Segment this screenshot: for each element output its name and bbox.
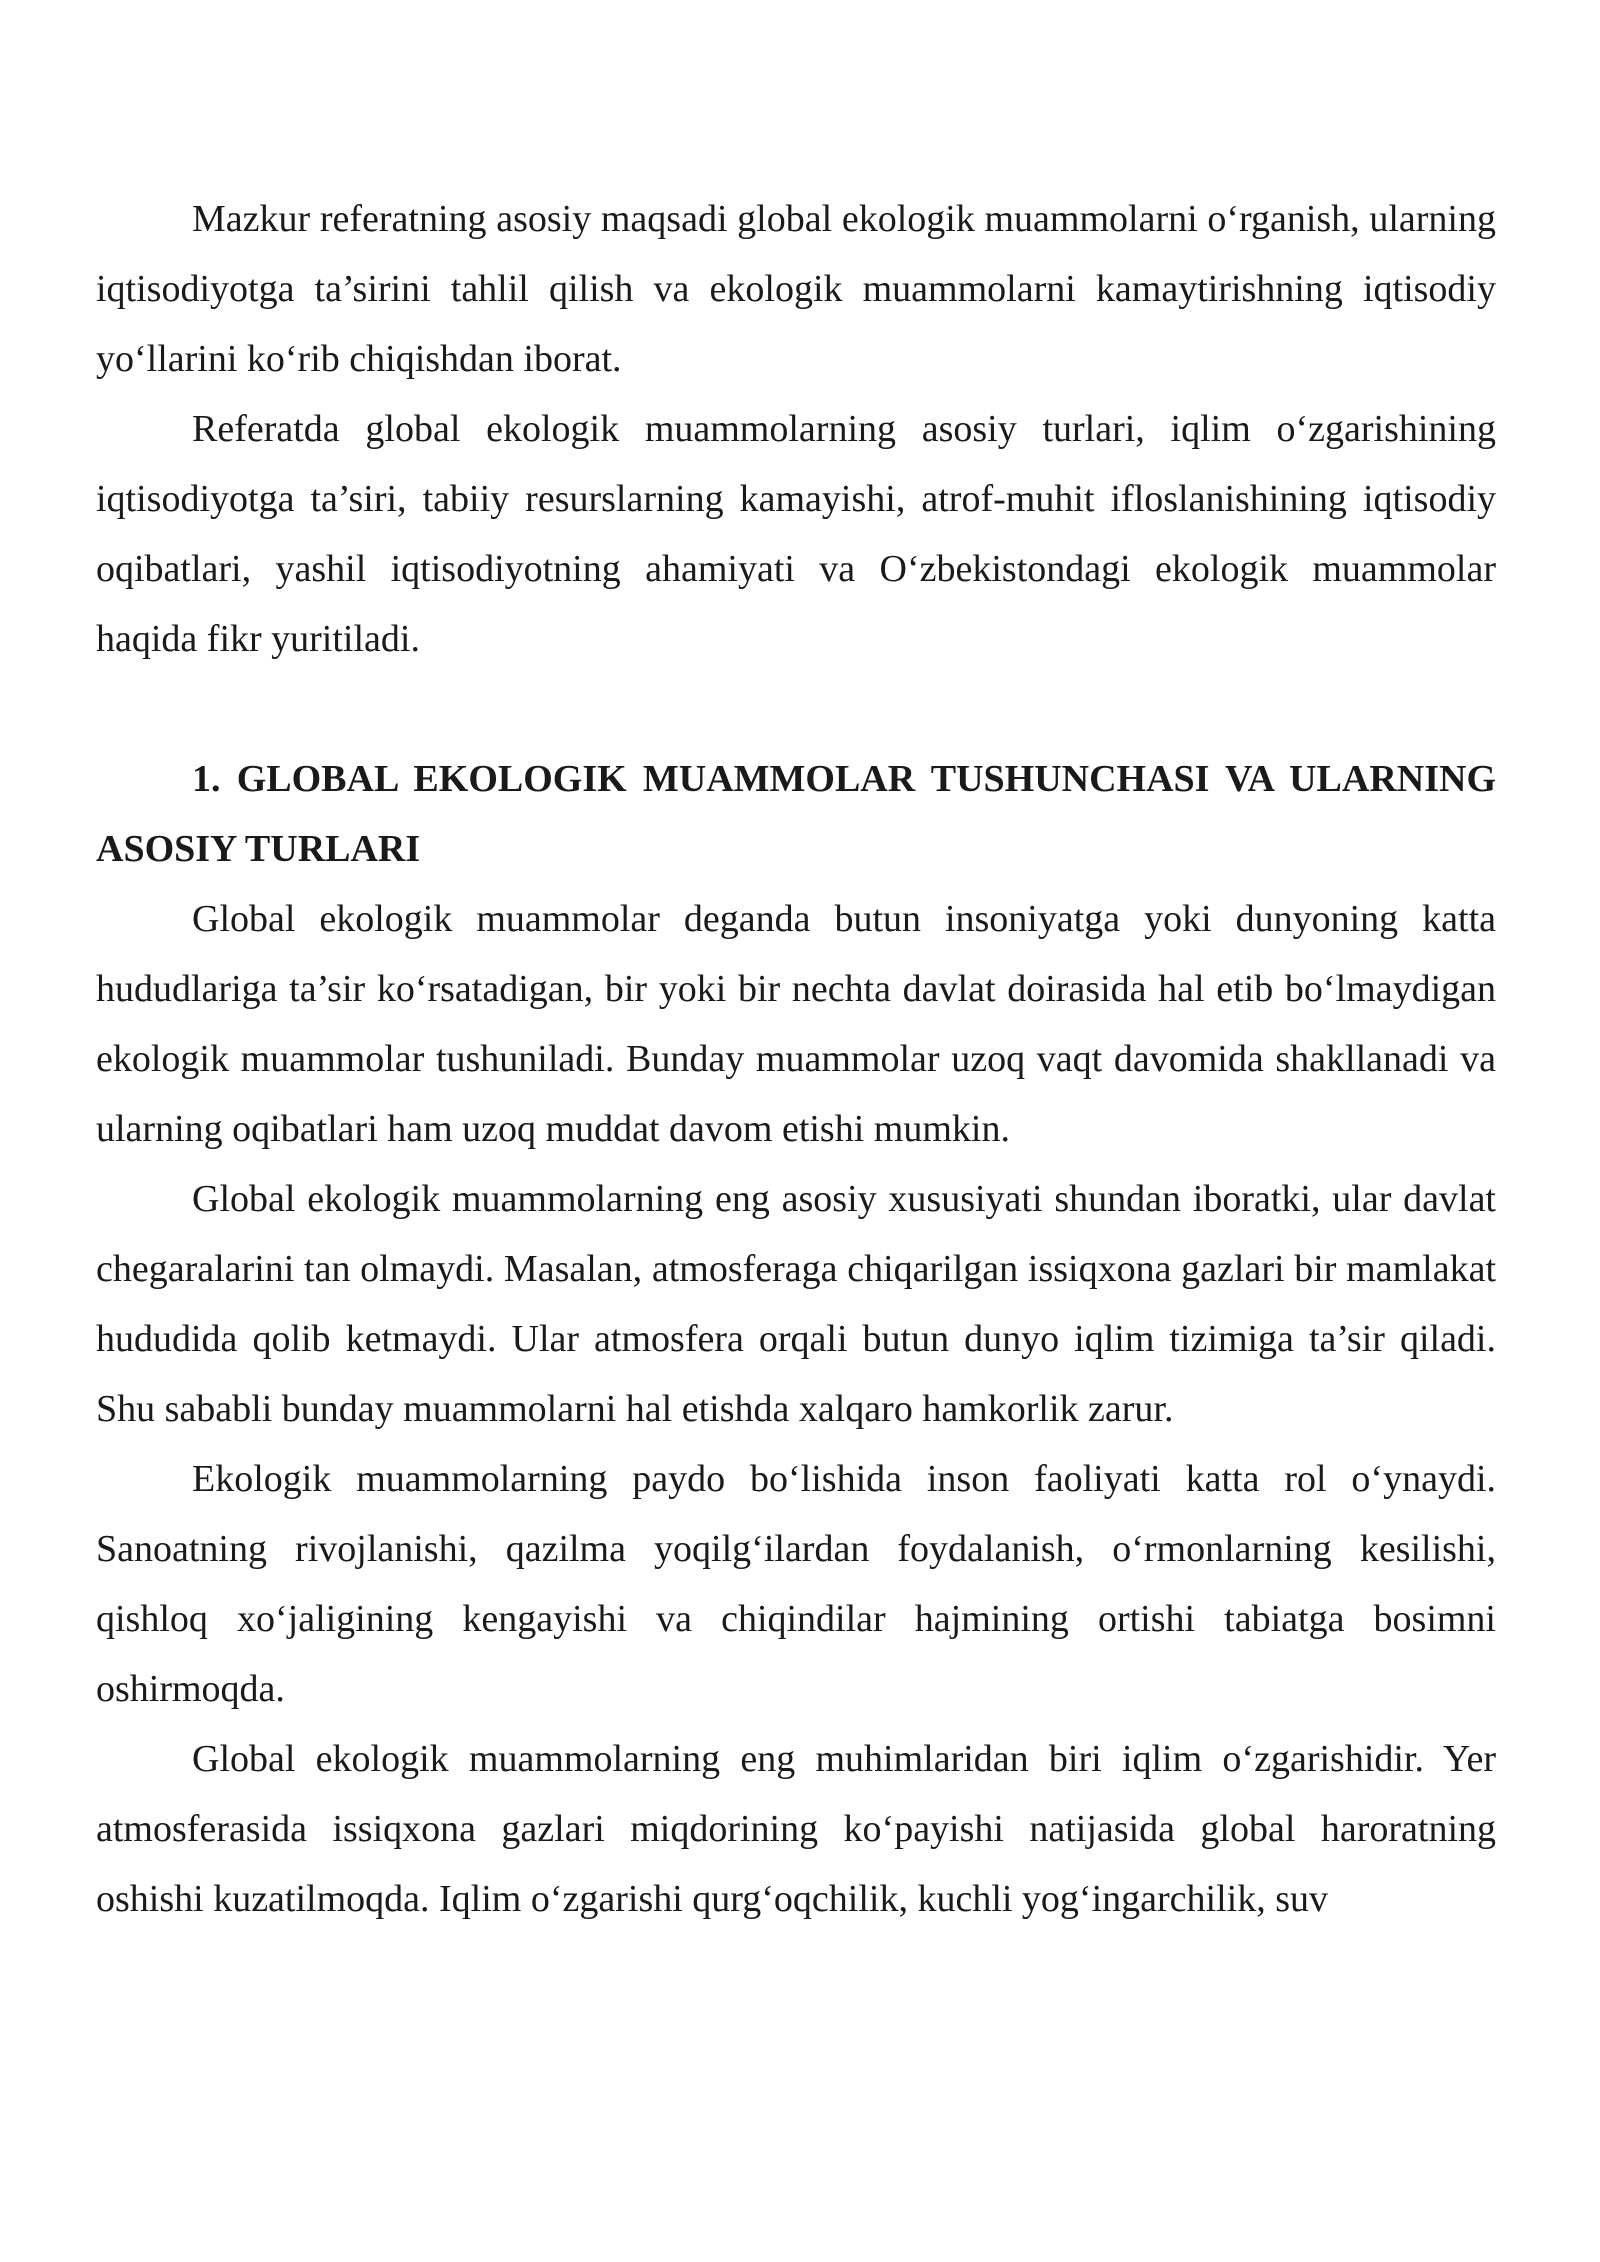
- intro-paragraph-1: Mazkur referatning asosiy maqsadi global ekologik muammolarni o‘rganish, ularning iqtisodiyotga ta’sirini tahlil qilish va ekologik muammolarni kamaytirishning iqtisodiy yo‘llarini ko‘rib chiqishdan iborat.: [96, 198, 1496, 380]
- section-paragraph-1: Global ekologik muammolar deganda butun insoniyatga yoki dunyoning katta hududlariga ta’sir ko‘rsatadigan, bir yoki bir nechta davlat doirasida hal etib bo‘lmaydigan ekologik muammolar tushuniladi. Bunday muammolar uzoq vaqt davomida shakllanadi va ularning oqibatlari ham uzoq muddat davom etishi mumkin.: [96, 898, 1496, 1150]
- document-page: [96, 184, 1496, 1934]
- section-paragraph-2: Global ekologik muammolarning eng asosiy xususiyati shundan iboratki, ular davlat chegaralarini tan olmaydi. Masalan, atmosferaga chiqarilgan issiqxona gazlari bir mamlakat hududida qolib ketmaydi. Ular atmosfera orqali butun dunyo iqlim tizimiga ta’sir qiladi. Shu sababli bunday muammolarni hal etishda xalqaro hamkorlik zarur.: [96, 1178, 1496, 1430]
- section-paragraph-4: Global ekologik muammolarning eng muhimlaridan biri iqlim o‘zgarishidir. Yer atmosferasida issiqxona gazlari miqdorining ko‘payishi natijasida global haroratning oshishi kuzatilmoqda. Iqlim o‘zgarishi qurg‘oqchilik, kuchli yog‘ingarchilik, suv: [96, 1738, 1496, 1920]
- intro-paragraph-2: Referatda global ekologik muammolarning asosiy turlari, iqlim o‘zgarishining iqtisodiyotga ta’siri, tabiiy resurslarning kamayishi, atrof-muhit ifloslanishining iqtisodiy oqibatlari, yashil iqtisodiyotning ahamiyati va O‘zbekistondagi ekologik muammolar haqida fikr yuritiladi.: [96, 408, 1496, 660]
- section-paragraph-3: Ekologik muammolarning paydo bo‘lishida inson faoliyati katta rol o‘ynaydi. Sanoatning rivojlanishi, qazilma yoqilg‘ilardan foydalanish, o‘rmonlarning kesilishi, qishloq xo‘jaligining kengayishi va chiqindilar hajmining ortishi tabiatga bosimni oshirmoqda.: [96, 1458, 1496, 1710]
- section-heading: 1. GLOBAL EKOLOGIK MUAMMOLAR TUSHUNCHASI VA ULARNING ASOSIY TURLARI: [96, 758, 1496, 870]
